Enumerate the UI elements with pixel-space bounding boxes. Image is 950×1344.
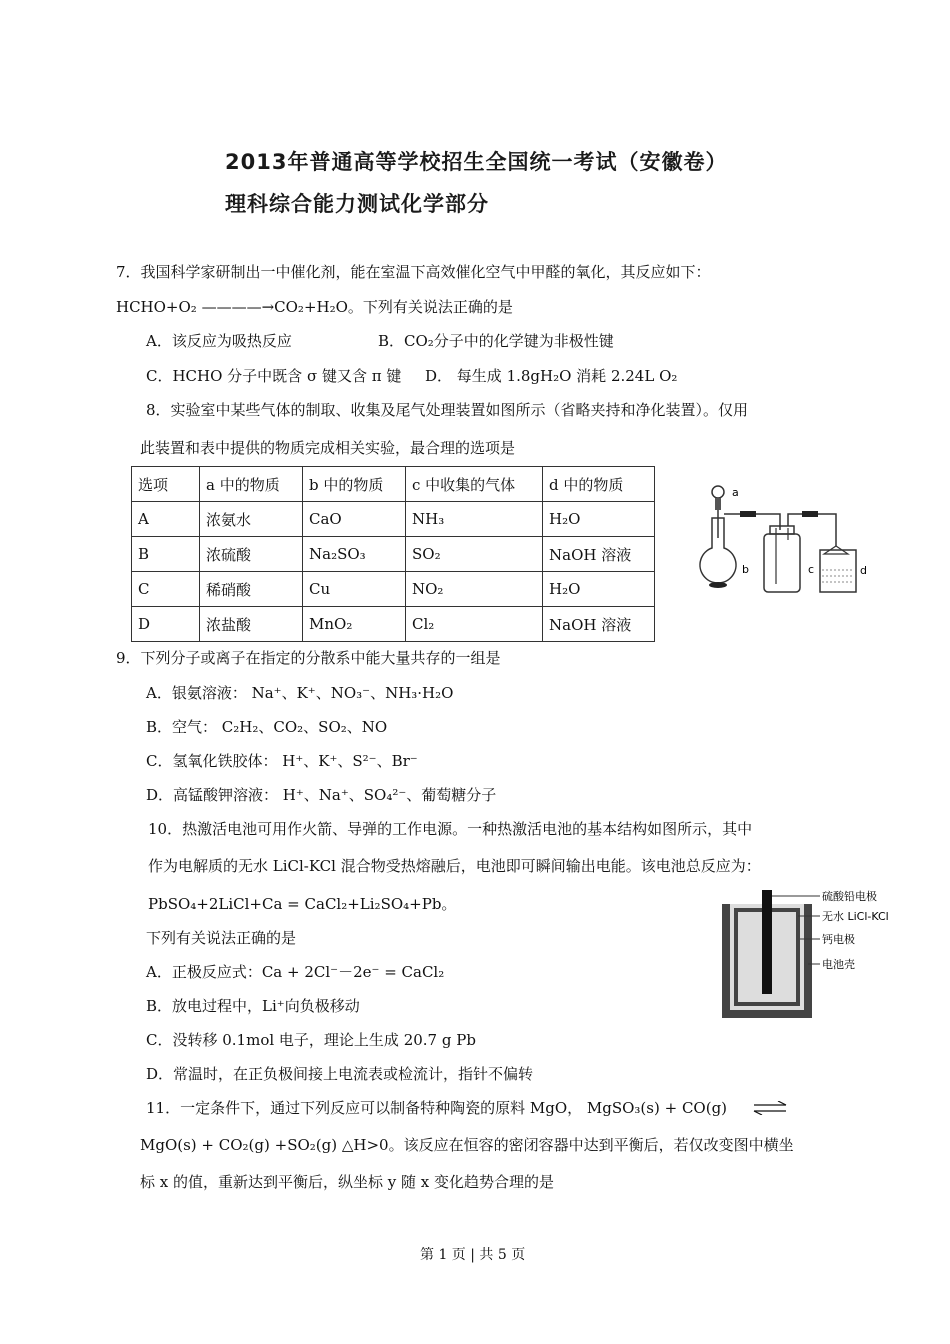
page-number: 第 1 页 | 共 5 页 — [420, 1247, 526, 1263]
q10-stem-line2: 作为电解质的无水 LiCl-KCl 混合物受热熔融后，电池即可瞬间输出电能。该电池总反应为： — [148, 857, 761, 875]
label-battery-shell: 电池壳 — [822, 958, 855, 971]
q7-option-d: D． 每生成 1.8gH₂O 消耗 2.24L O₂ — [425, 367, 678, 385]
table-cell: D — [132, 607, 200, 642]
q10-stem-line1: 10．热激活电池可用作火箭、导弹的工作电源。一种热激活电池的基本结构如图所示，其中 — [148, 820, 753, 838]
table-cell: NH₃ — [406, 502, 543, 537]
q10-option-d: D．常温时，在正负极间接上电流表或检流计，指针不偏转 — [146, 1065, 534, 1083]
table-cell: 浓硫酸 — [200, 537, 303, 572]
table-header-cell: a 中的物质 — [200, 467, 303, 502]
label-calcium-electrode: 钙电极 — [822, 933, 855, 946]
table-cell: MnO₂ — [303, 607, 406, 642]
exam-title: 2013年普通高等学校招生全国统一考试（安徽卷） — [225, 150, 728, 174]
label-b: b — [742, 563, 749, 576]
q9-option-a: A．银氨溶液： Na⁺、K⁺、NO₃⁻、NH₃·H₂O — [146, 684, 454, 702]
table-cell: NaOH 溶液 — [543, 607, 655, 642]
q10-option-b: B．放电过程中，Li⁺向负极移动 — [146, 997, 360, 1015]
table-cell: Cu — [303, 572, 406, 607]
table-row — [132, 607, 655, 642]
table-cell: H₂O — [543, 572, 655, 607]
table-cell: Na₂SO₃ — [303, 537, 406, 572]
table-cell: 浓盐酸 — [200, 607, 303, 642]
gas-collection-bottle — [764, 534, 800, 592]
table-header-cell: b 中的物质 — [303, 467, 406, 502]
label-a: a — [732, 486, 739, 499]
q9-option-c: C．氢氧化铁胶体： H⁺、K⁺、S²⁻、Br⁻ — [146, 752, 418, 770]
q11-stem-line3: 标 x 的值，重新达到平衡后，纵坐标 y 随 x 变化趋势合理的是 — [140, 1173, 555, 1191]
table-header-cell: c 中收集的气体 — [406, 467, 543, 502]
label-c: c — [808, 563, 815, 576]
table-header-cell: d 中的物质 — [543, 467, 655, 502]
label-lead-sulfate-electrode: 硫酸铅电极 — [822, 890, 877, 903]
table-row — [132, 572, 655, 607]
thermal-battery-diagram — [716, 884, 906, 1024]
table-row — [132, 537, 655, 572]
lead-sulfate-electrode — [762, 890, 772, 994]
q10-option-a: A．正极反应式：Ca + 2Cl⁻－2e⁻ = CaCl₂ — [146, 963, 445, 981]
table-cell: 浓氨水 — [200, 502, 303, 537]
table-cell: B — [132, 537, 200, 572]
q9-option-b: B．空气： C₂H₂、CO₂、SO₂、NO — [146, 718, 388, 736]
table-cell: NO₂ — [406, 572, 543, 607]
table-header-row — [132, 467, 655, 502]
table-cell: A — [132, 502, 200, 537]
table-cell: SO₂ — [406, 537, 543, 572]
q7-stem-line1: 7．我国科学家研制出一中催化剂，能在室温下高效催化空气中甲醛的氧化，其反应如下： — [116, 263, 711, 281]
label-d: d — [860, 564, 867, 577]
table-cell: C — [132, 572, 200, 607]
q10-question: 下列有关说法正确的是 — [146, 929, 297, 947]
q9-option-d: D．高锰酸钾溶液： H⁺、Na⁺、SO₄²⁻、葡萄糖分子 — [146, 786, 497, 804]
q7-option-b: B．CO₂分子中的化学键为非极性键 — [378, 332, 614, 350]
q11-stem-line1: 11．一定条件下，通过下列反应可以制备特种陶瓷的原料 MgO， MgSO₃(s) + CO(g) — [146, 1099, 728, 1117]
table-cell: H₂O — [543, 502, 655, 537]
gas-apparatus-diagram — [696, 478, 886, 598]
table-cell: Cl₂ — [406, 607, 543, 642]
q7-option-c: C．HCHO 分子中既含 σ 键又含 π 键 — [146, 367, 402, 385]
q11-stem-line2: MgO(s) + CO₂(g) +SO₂(g) △H>0。该反应在恒容的密闭容器中达到平衡后，若仅改变图中横坐 — [140, 1136, 794, 1154]
table-header-cell: 选项 — [132, 467, 200, 502]
table-row — [132, 502, 655, 537]
q7-stem-line2: HCHO+O₂ ————→CO₂+H₂O。下列有关说法正确的是 — [116, 298, 513, 316]
table-cell: CaO — [303, 502, 406, 537]
exam-subtitle: 理科综合能力测试化学部分 — [225, 192, 489, 216]
q10-option-c: C．没转移 0.1mol 电子，理论上生成 20.7 g Pb — [146, 1031, 476, 1049]
separatory-funnel-bulb — [712, 486, 724, 498]
q10-equation: PbSO₄+2LiCl+Ca = CaCl₂+Li₂SO₄+Pb。 — [148, 895, 457, 913]
q8-stem-line2: 此装置和表中提供的物质完成相关实验，最合理的选项是 — [140, 439, 516, 457]
label-electrolyte: 无水 LiCl-KCl — [822, 910, 889, 923]
q8-options-table — [131, 466, 655, 642]
q7-option-a: A．该反应为吸热反应 — [146, 332, 292, 350]
table-cell: 稀硝酸 — [200, 572, 303, 607]
table-cell: NaOH 溶液 — [543, 537, 655, 572]
q9-stem: 9．下列分子或离子在指定的分散系中能大量共存的一组是 — [116, 649, 501, 667]
q8-stem-line1: 8．实验室中某些气体的制取、收集及尾气处理装置如图所示（省略夹持和净化装置）。仅用 — [146, 401, 749, 419]
funnel-stopcock — [715, 498, 721, 510]
equilibrium-arrow-icon — [752, 1101, 788, 1115]
beaker — [820, 550, 856, 592]
